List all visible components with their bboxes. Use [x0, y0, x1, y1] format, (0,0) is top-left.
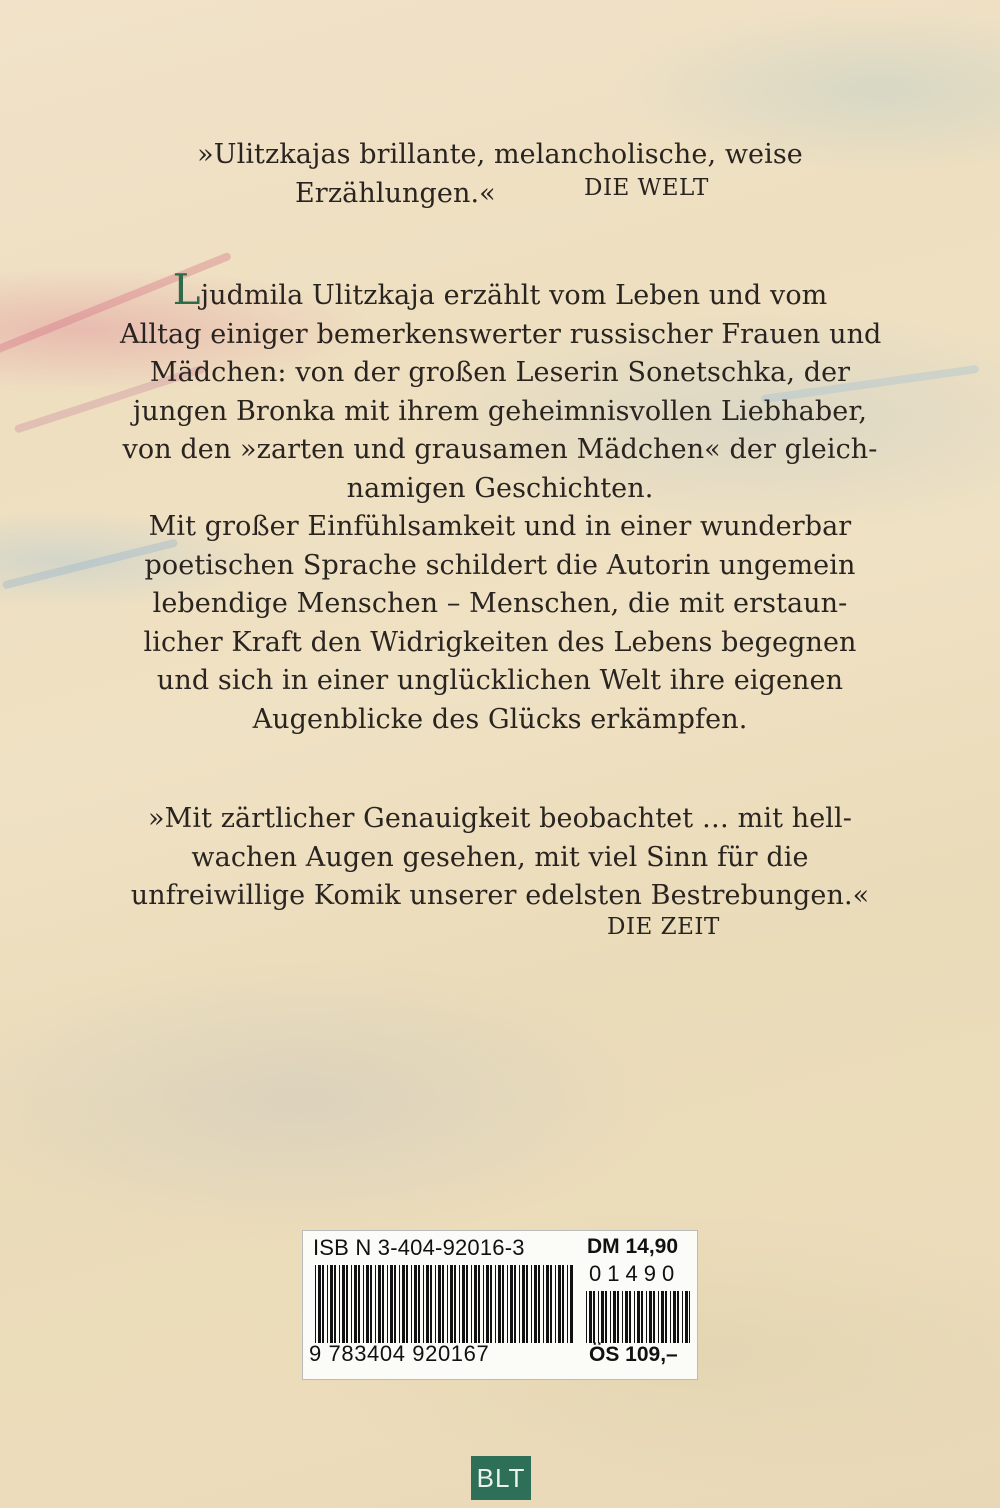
blurb-line: licher Kraft den Widrigkeiten des Lebens begegnen: [143, 626, 857, 658]
price-barcode: [586, 1291, 690, 1343]
blurb-line: poetischen Sprache schildert die Autorin ungemein: [144, 549, 856, 581]
publisher-logo: BLT: [471, 1456, 531, 1500]
blurb-line: Alltag einiger bemerkenswerter russischer Frauen und: [120, 318, 882, 350]
blurb-text: [120, 265, 882, 739]
drop-cap: L: [172, 265, 201, 314]
quote-source: DIE WELT: [584, 175, 709, 201]
blurb-line: Mit großer Einfühlsamkeit und in einer wunderbar: [148, 511, 852, 542]
blurb-first-line: [120, 265, 880, 316]
review-quote-top: [160, 136, 840, 213]
blurb-line: namigen Geschichten.: [346, 472, 654, 504]
barcode-sticker: [302, 1230, 698, 1380]
price-dm: DM 14,90: [587, 1235, 679, 1258]
quote-line: »Mit zärtlicher Genauigkeit beobachtet … mit hell-: [148, 803, 852, 834]
quote-line: Erzählungen.«: [295, 177, 496, 209]
quote-line: »Ulitzkajas brillante, melancholische, weise: [197, 139, 803, 170]
ean-digits: 9 783404 920167: [309, 1341, 490, 1366]
review-quote-bottom: [120, 800, 880, 916]
blurb-line: Mädchen: von der großen Leserin Sonetschka, der: [149, 357, 851, 388]
blurb-line: lebendige Menschen – Menschen, die mit erstaun-: [152, 588, 848, 619]
quote-source: DIE ZEIT: [607, 914, 720, 940]
blurb-line: und sich in einer unglücklichen Welt ihre eigenen: [156, 665, 844, 696]
blurb-line: Augenblicke des Glücks erkämpfen.: [252, 703, 748, 735]
quote-line: wachen Augen gesehen, mit viel Sinn für die: [191, 841, 809, 873]
blurb-line: jungen Bronka mit ihrem geheimnisvollen Liebhaber,: [132, 395, 868, 427]
blurb-line: von den »zarten und grausamen Mädchen« der gleich-: [122, 434, 878, 465]
price-code: 01490: [589, 1261, 681, 1286]
isbn-label: ISB N 3-404-92016-3: [313, 1235, 525, 1260]
quote-line: unfreiwillige Komik unserer edelsten Bestrebungen.«: [130, 880, 870, 911]
blurb-line: judmila Ulitzkaja erzählt vom Leben und vom: [200, 280, 828, 311]
ean-barcode: [315, 1265, 573, 1343]
price-os: ÖS 109,–: [589, 1343, 678, 1366]
